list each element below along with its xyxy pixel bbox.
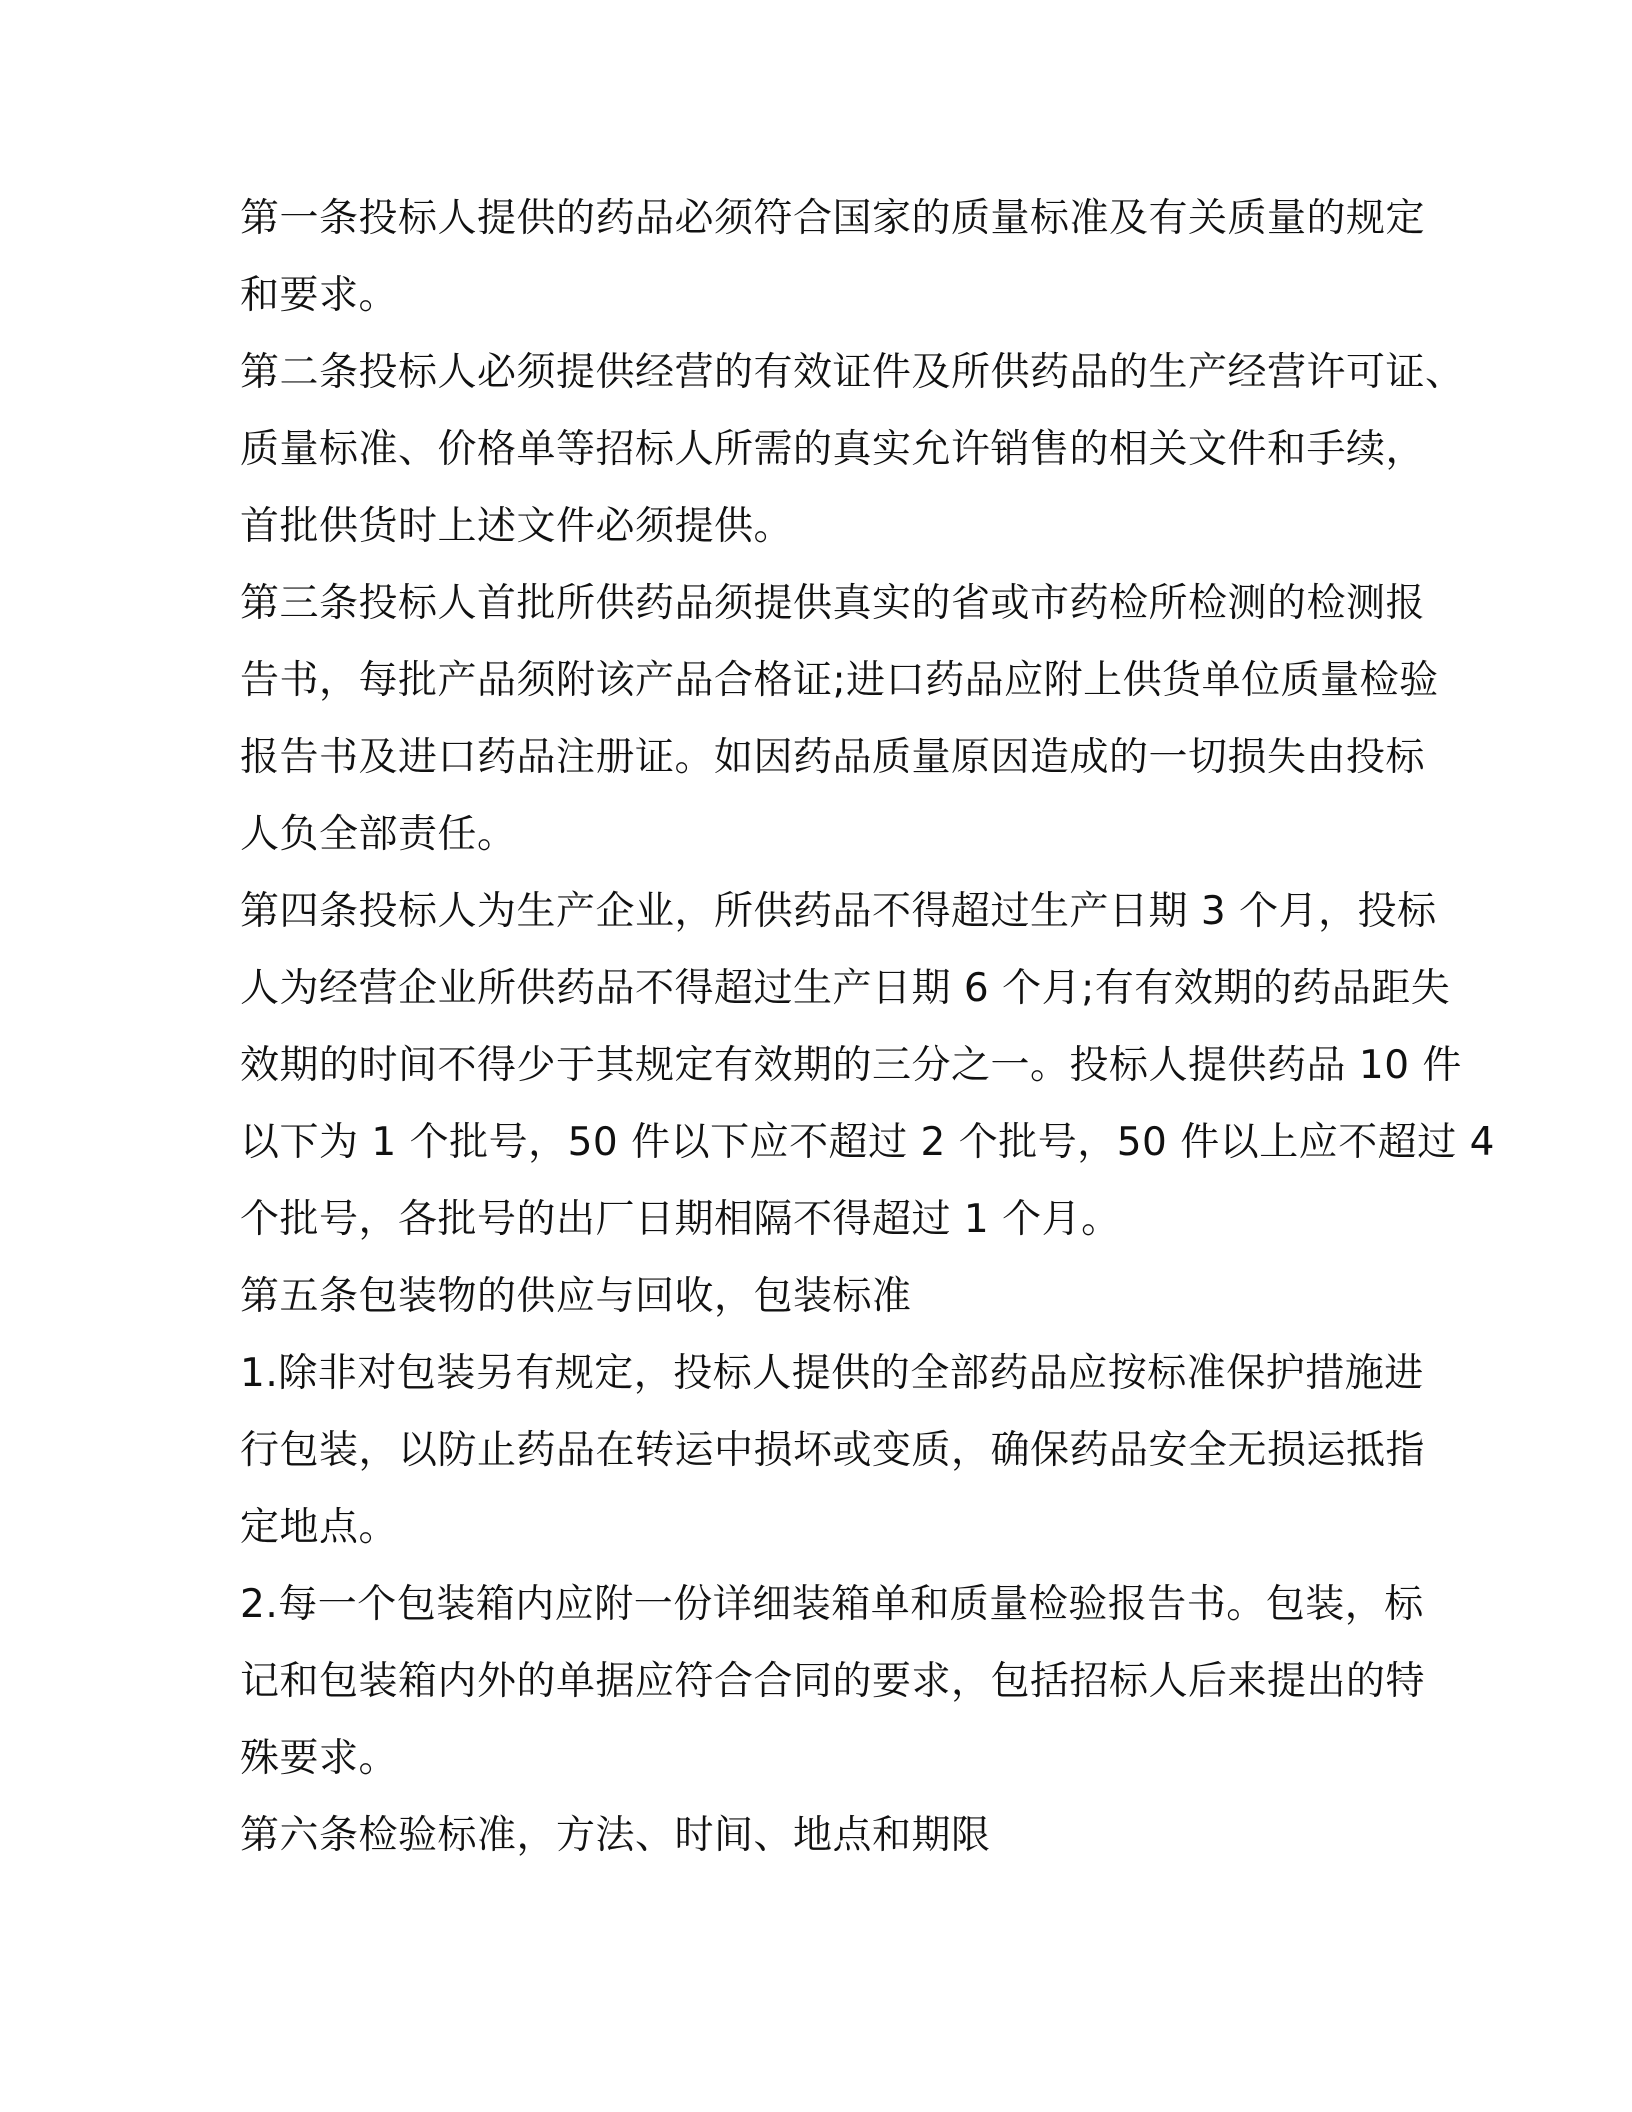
text-line: 告书，每批产品须附该产品合格证;进口药品应附上供货单位质量检验	[240, 658, 1439, 703]
text-line: 殊要求。	[240, 1736, 399, 1781]
article-2	[240, 334, 1465, 565]
text-line: 记和包装箱内外的单据应符合合同的要求，包括招标人后来提出的特	[240, 1659, 1426, 1704]
text-line: 报告书及进口药品注册证。如因药品质量原因造成的一切损失由投标	[240, 735, 1426, 780]
article-5-item-2	[240, 1566, 1426, 1797]
text-line: 定地点。	[240, 1505, 399, 1550]
article-5-item-1	[240, 1335, 1426, 1566]
text-line: 以下为 1 个批号，50 件以下应不超过 2 个批号，50 件以上应不超过 4	[240, 1120, 1495, 1165]
article-3	[240, 565, 1439, 873]
text-line: 和要求。	[240, 273, 399, 318]
text-line: 效期的时间不得少于其规定有效期的三分之一。投标人提供药品 10 件	[240, 1043, 1462, 1088]
text-line: 第五条包装物的供应与回收，包装标准	[240, 1274, 912, 1319]
text-line: 第一条投标人提供的药品必须符合国家的质量标准及有关质量的规定	[240, 196, 1426, 241]
text-line: 第二条投标人必须提供经营的有效证件及所供药品的生产经营许可证、	[240, 350, 1465, 395]
text-line: 第三条投标人首批所供药品须提供真实的省或市药检所检测的检测报	[240, 581, 1426, 626]
text-line: 人为经营企业所供药品不得超过生产日期 6 个月;有有效期的药品距失	[240, 966, 1451, 1011]
text-line: 1.除非对包装另有规定，投标人提供的全部药品应按标准保护措施进	[240, 1351, 1424, 1396]
text-line: 第四条投标人为生产企业，所供药品不得超过生产日期 3 个月，投标	[240, 889, 1437, 934]
text-line: 2.每一个包装箱内应附一份详细装箱单和质量检验报告书。包装，标	[240, 1582, 1424, 1627]
text-line: 第六条检验标准，方法、时间、地点和期限	[240, 1813, 991, 1858]
text-line: 人负全部责任。	[240, 812, 517, 857]
text-line: 首批供货时上述文件必须提供。	[240, 504, 794, 549]
article-4	[240, 873, 1495, 1258]
text-line: 行包装，以防止药品在转运中损坏或变质，确保药品安全无损运抵指	[240, 1428, 1426, 1473]
article-6	[240, 1797, 1390, 1874]
article-5	[240, 1258, 1390, 1335]
article-1	[240, 180, 1426, 334]
text-line: 质量标准、价格单等招标人所需的真实允许销售的相关文件和手续，	[240, 427, 1426, 472]
document-body	[240, 180, 1495, 1874]
text-line: 个批号，各批号的出厂日期相隔不得超过 1 个月。	[240, 1197, 1121, 1242]
